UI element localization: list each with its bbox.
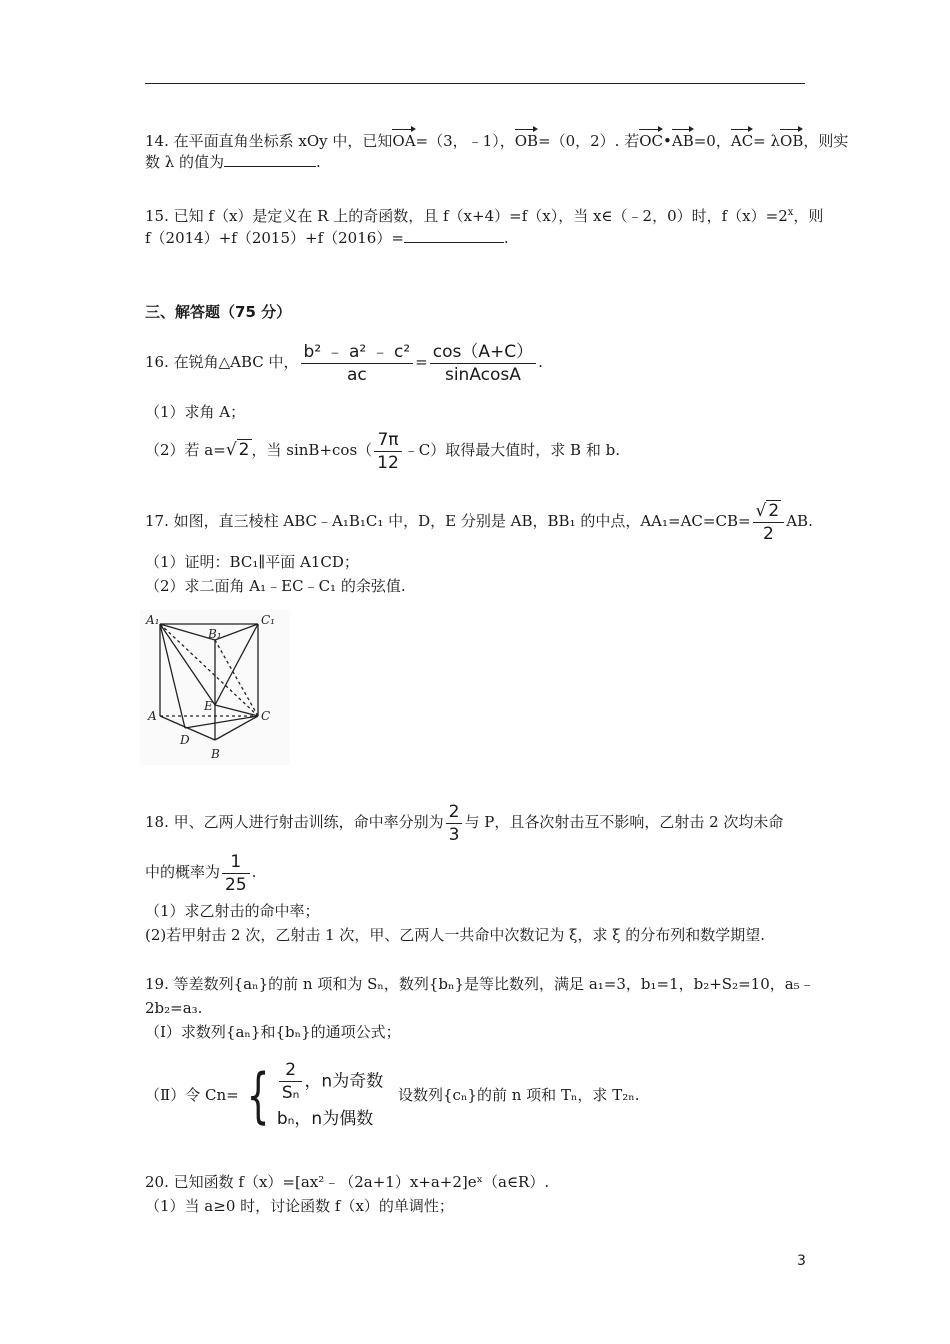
label-d: D: [180, 733, 190, 747]
q17-fraction-sqrt2-2: $\frac{√ 2}{2}$: [753, 500, 785, 545]
q14-line1: 14. 在平面直角坐标系 xOy 中，已知OA=（3，﹣1），OB=（0，2）. 若OC•AB=0，AC= λOB，则实: [145, 127, 810, 151]
vector-ob: OB: [515, 127, 538, 151]
label-b: B: [211, 747, 220, 761]
label-c1: C₁: [261, 613, 275, 627]
q16-fraction-right: $\frac{\cos(A+C)}{\text{sinAcosA}}$: [430, 341, 536, 386]
q18-fraction-2-3: $\frac{2}{3}$: [446, 801, 463, 846]
vector-ac: AC: [731, 127, 753, 151]
label-a1: A₁: [146, 613, 160, 627]
section-title: 三、解答题（75 分）: [145, 303, 292, 321]
q15-line2: f（2014）+f（2015）+f（2016）= .: [145, 229, 509, 247]
q19-part1: （Ⅰ）求数列{aₙ}和{bₙ}的通项公式；: [145, 1023, 401, 1041]
q18-line1: 18. 甲、乙两人进行射击训练，命中率分别为 $\frac{2}{3}$ 与 P，且各次射击互不影响，乙射击 2 次均未命: [145, 801, 784, 845]
q17-part2: （2）求二面角 A₁﹣EC﹣C₁ 的余弦值.: [145, 577, 406, 595]
q18-fraction-1-25: $\frac{1}{25}$: [222, 851, 250, 896]
q19-part2: （Ⅱ）令 Cn= { $\frac{2}{\text{Sₙ}}$ ，n为奇数 bₙ，n为偶数 设数列{cₙ}的前 n 项和 Tₙ，求 T₂ₙ.: [145, 1050, 810, 1140]
q19-line1: 19. 等差数列{aₙ}的前 n 项和为 Sₙ，数列{bₙ}是等比数列，满足 a₁=3，b₁=1，b₂+S₂=10，a₅﹣: [145, 975, 815, 993]
q18-line2: 中的概率为 $\frac{1}{25}$ .: [145, 851, 257, 895]
q17-part1: （1）证明：BC₁∥平面 A1CD；: [145, 553, 359, 571]
q18-part2: (2)若甲射击 2 次，乙射击 1 次，甲、乙两人一共命中次数记为 ξ，求 ξ 的分布列和数学期望.: [145, 926, 766, 944]
label-c: C: [261, 709, 271, 723]
vector-ab: AB: [672, 127, 694, 151]
header-rule: [145, 83, 805, 84]
q18-part1: （1）求乙射击的命中率；: [145, 902, 320, 920]
q14-answer-blank: [224, 152, 316, 167]
label-a: A: [148, 709, 157, 723]
q16-stem: 16. 在锐角△ABC 中， $\frac{\text{b² ﹣ a² ﹣ c²}}{ac}$ = $\frac{\cos(A+C)}{\text{sinAcosA}}$ .: [145, 341, 543, 385]
q20-line1: 20. 已知函数 f（x）=[ax²﹣（2a+1）x+a+2]eˣ（a∈R）.: [145, 1173, 550, 1191]
label-e: E: [204, 699, 213, 713]
q14-line2: 数 λ 的值为 .: [145, 153, 321, 171]
cases-brace: {: [246, 1061, 270, 1131]
label-b1: B₁: [208, 627, 222, 641]
page-number: 3: [797, 1253, 806, 1269]
q20-part1: （1）当 a≥0 时，讨论函数 f（x）的单调性；: [145, 1197, 454, 1215]
q16-fraction-7pi-12: $\frac{7\pi}{12}$: [374, 429, 402, 474]
q17-stem: 17. 如图，直三棱柱 ABC﹣A₁B₁C₁ 中，D，E 分别是 AB，BB₁ 的中点，AA₁=AC=CB= $\frac{√ 2}{2}$ AB.: [145, 500, 813, 544]
q16-part1: （1）求角 A；: [145, 403, 246, 421]
vector-oc: OC: [639, 127, 663, 151]
q19-line2: 2b₂=a₃.: [145, 999, 203, 1017]
q16-part2: （2）若 a=√ 2 ，当 sinB+cos（ $\frac{7\pi}{12}$ ﹣C）取得最大值时，求 B 和 b.: [145, 426, 810, 474]
prism-figure: [140, 610, 290, 765]
q15-line1: 15. 已知 f（x）是定义在 R 上的奇函数，且 f（x+4）=f（x），当 x∈（﹣2，0）时，$f(x)=2^x$，则: [145, 207, 824, 225]
vector-ob-2: OB: [780, 127, 803, 151]
q15-answer-blank: [404, 228, 504, 243]
sqrt-2: √ 2: [225, 440, 250, 460]
vector-oa: OA: [392, 127, 415, 151]
q16-fraction-left: $\frac{\text{b² ﹣ a² ﹣ c²}}{ac}$: [301, 341, 414, 386]
piecewise-cases: $\frac{2}{\text{Sₙ}}$ ，n为奇数 bₙ，n为偶数: [276, 1059, 384, 1129]
